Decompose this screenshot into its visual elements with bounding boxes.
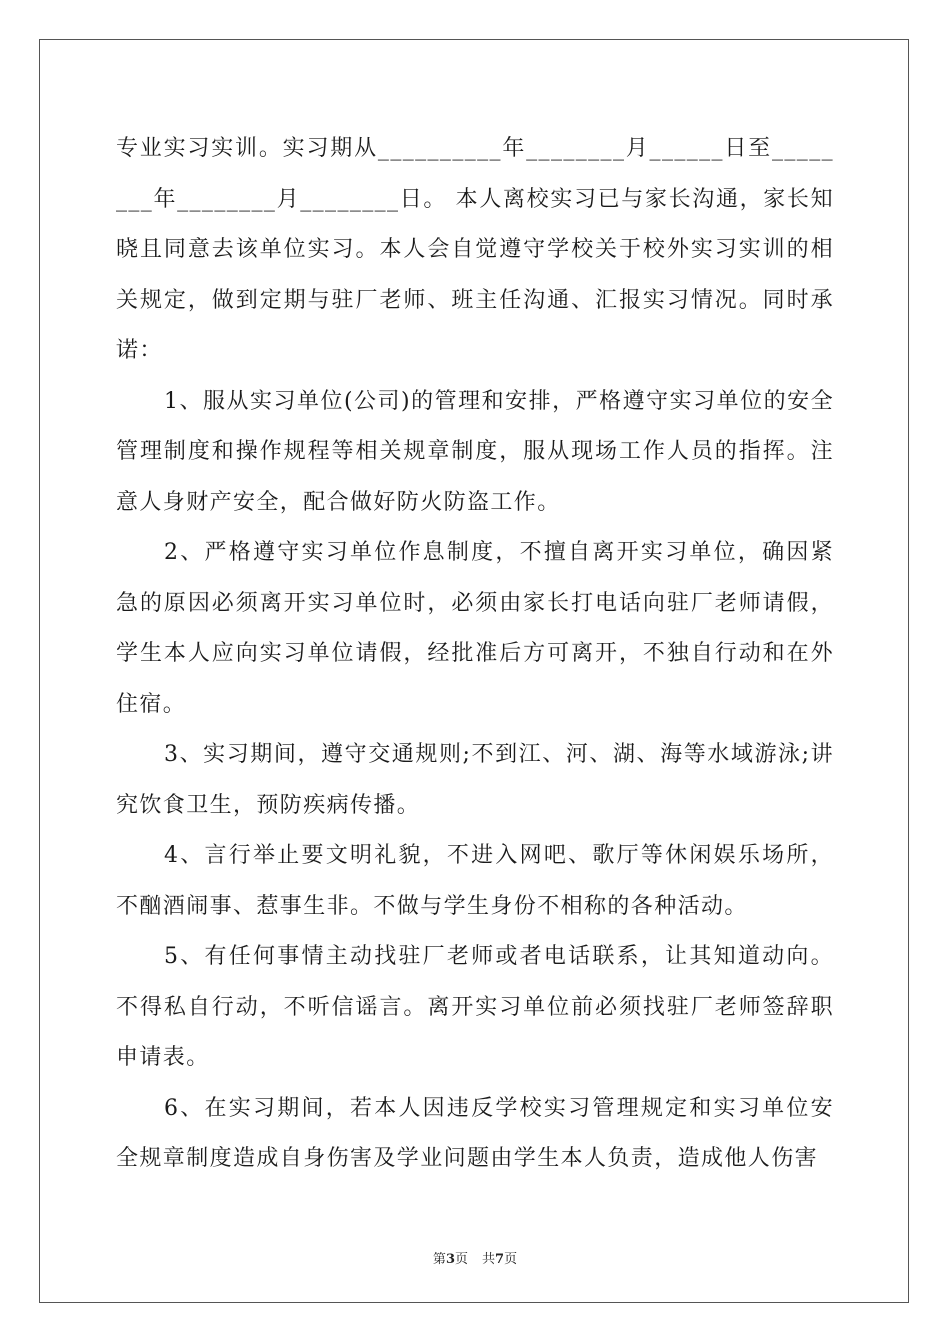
paragraph-item-1: 1、服从实习单位(公司)的管理和安排，严格遵守实习单位的安全管理制度和操作规程等相关规章制度，服从现场工作人员的指挥。注意人身财产安全，配合做好防火防盗工作。 — [116, 388, 834, 515]
paragraph-item-4: 4、言行举止要文明礼貌，不进入网吧、歌厅等休闲娱乐场所，不酗酒闹事、惹事生非。不做与学生身份不相称的各种活动。 — [116, 843, 834, 919]
paragraph-item-5: 5、有任何事情主动找驻厂老师或者电话联系，让其知道动向。不得私自行动，不听信谣言。离开实习单位前必须找驻厂老师签辞职申请表。 — [116, 944, 834, 1070]
paragraph-item-3: 3、实习期间，遵守交通规则;不到江、河、湖、海等水域游泳;讲究饮食卫生，预防疾病传播。 — [116, 742, 834, 818]
paragraph-item-6: 6、在实习期间，若本人因违反学校实习管理规定和实习单位安全规章制度造成自身伤害及学业问题由学生本人负责，造成他人伤害 — [116, 1095, 834, 1171]
paragraph-item-2: 2、严格遵守实习单位作息制度，不擅自离开实习单位，确因紧急的原因必须离开实习单位时，必须由家长打电话向驻厂老师请假，学生本人应向实习单位请假，经批准后方可离开，不独自行动和在外住宿。 — [116, 540, 834, 717]
page-total: 7 — [495, 1252, 505, 1267]
page-footer — [0, 1248, 950, 1267]
page-prefix: 第 — [432, 1252, 446, 1267]
document-body — [116, 124, 834, 1185]
total-prefix: 共 — [482, 1252, 496, 1267]
page-suffix: 页 — [454, 1252, 468, 1267]
paragraph-intro: 专业实习实训。实习期从__________年________月______日至________年________月________日。 本人离校实习已与家长沟通，家长知晓且同意去该单位实习。本人会自觉遵守学校关于校外实习实训的相关规定，做到定期与驻厂老师、班主任沟通、汇报实习情况。同时承诺： — [116, 136, 834, 363]
total-suffix: 页 — [504, 1252, 518, 1267]
page-current: 3 — [445, 1252, 455, 1267]
